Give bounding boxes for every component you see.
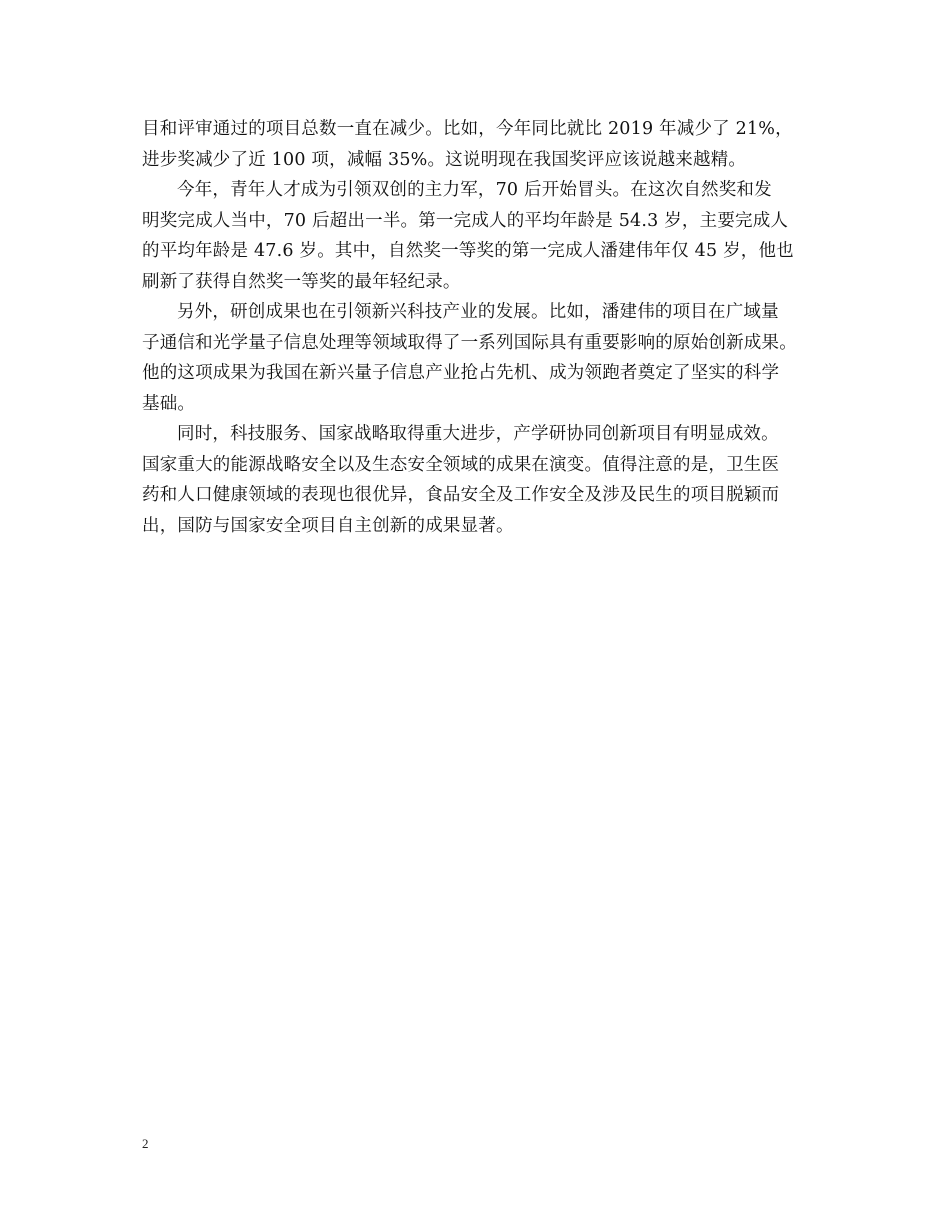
text-line: 进步奖减少了近 100 项，减幅 35%。这说明现在我国奖评应该说越来越精。 — [142, 149, 747, 170]
text-line: 另外，研创成果也在引领新兴科技产业的发展。比如，潘建伟的项目在广域量 — [177, 302, 779, 322]
text-line: 同时，科技服务、国家战略取得重大进步，产学研协同创新项目有明显成效。 — [177, 424, 779, 444]
page-number: 2 — [142, 1136, 149, 1151]
paragraph — [142, 175, 822, 297]
paragraph — [142, 297, 822, 419]
text-line: 目和评审通过的项目总数一直在减少。比如，今年同比就比 2019 年减少了 21%， — [142, 119, 793, 139]
document-body — [142, 114, 822, 541]
text-line: 的平均年龄是 47.6 岁。其中，自然奖一等奖的第一完成人潘建伟年仅 45 岁，他也 — [142, 241, 794, 261]
text-line: 子通信和光学量子信息处理等领域取得了一系列国际具有重要影响的原始创新成果。 — [142, 332, 797, 353]
text-line: 刷新了获得自然奖一等奖的最年轻纪录。 — [142, 271, 461, 292]
text-line: 基础。 — [142, 393, 196, 414]
text-line: 今年，青年人才成为引领双创的主力军，70 后开始冒头。在这次自然奖和发 — [177, 180, 772, 200]
text-line: 他的这项成果为我国在新兴量子信息产业抢占先机、成为领跑者奠定了坚实的科学 — [142, 363, 780, 383]
text-line: 出，国防与国家安全项目自主创新的成果显著。 — [142, 515, 514, 536]
paragraph — [142, 114, 822, 175]
text-line: 明奖完成人当中，70 后超出一半。第一完成人的平均年龄是 54.3 岁，主要完成人 — [142, 210, 789, 231]
text-line: 药和人口健康领域的表现也很优异，食品安全及工作安全及涉及民生的项目脱颖而 — [142, 485, 780, 505]
paragraph — [142, 419, 822, 541]
text-line: 国家重大的能源战略安全以及生态安全领域的成果在演变。值得注意的是，卫生医 — [142, 454, 780, 475]
